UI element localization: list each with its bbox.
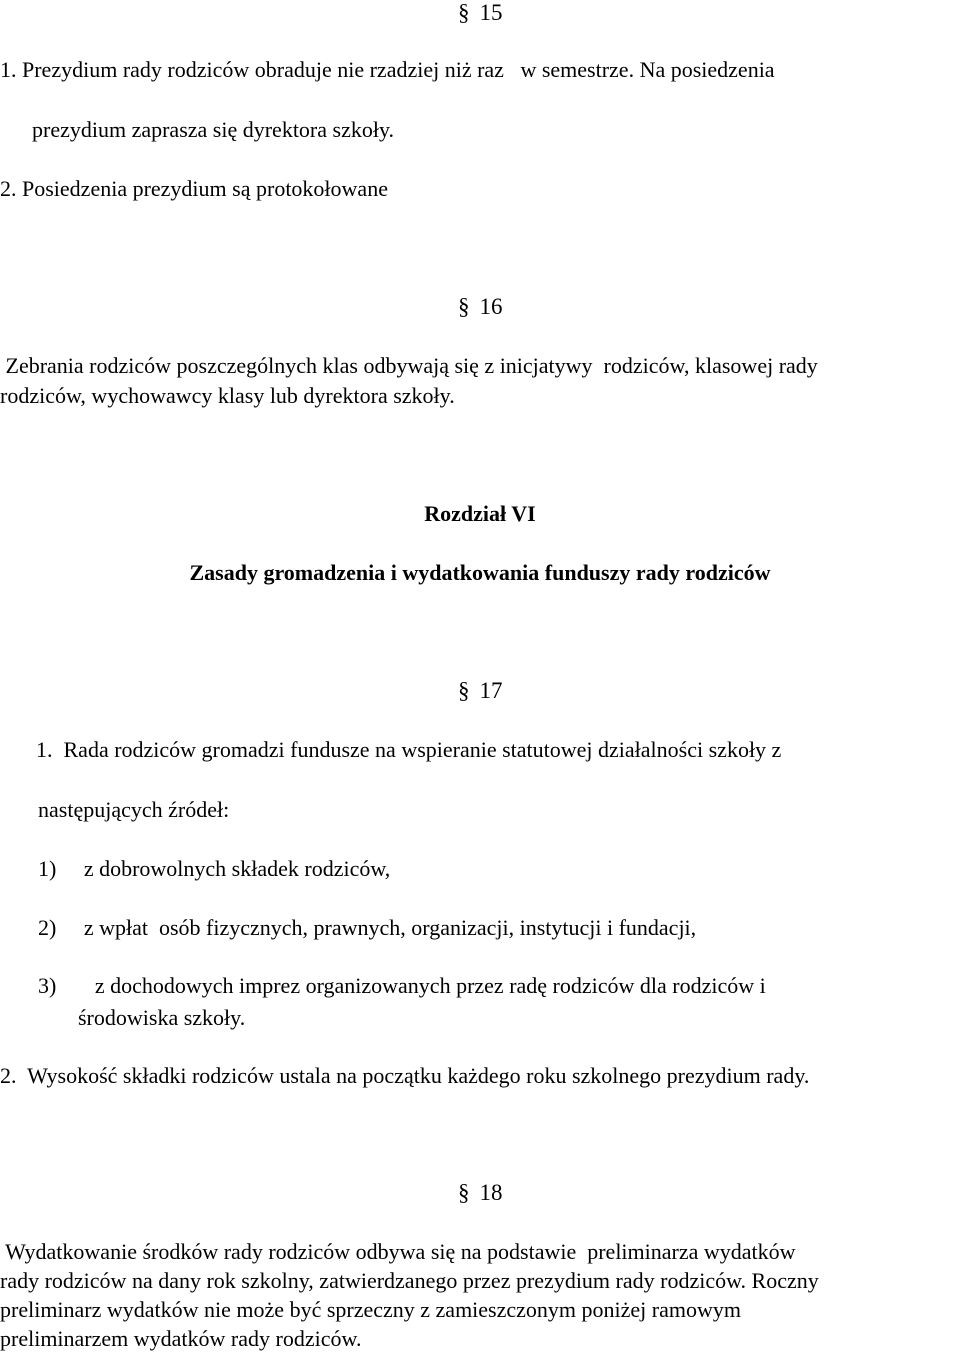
section-number: 17 bbox=[479, 678, 503, 703]
s17-subpoint-2: 2) z wpłat osób fizycznych, prawnych, organizacji, instytucji i fundacji, bbox=[38, 915, 697, 940]
section-symbol: § bbox=[458, 1180, 470, 1205]
s15-point-1-line-1: 1. Prezydium rady rodziców obraduje nie rzadziej niż raz w semestrze. Na posiedzenia bbox=[0, 57, 775, 82]
section-number: 18 bbox=[479, 1180, 503, 1205]
section-18-heading bbox=[458, 1178, 503, 1208]
s17-subpoint-1: 1) z dobrowolnych składek rodziców, bbox=[38, 856, 391, 881]
s18-text-line-4: preliminarzem wydatków rady rodziców. bbox=[0, 1326, 362, 1351]
section-number: 15 bbox=[479, 0, 503, 25]
s15-point-2: 2. Posiedzenia prezydium są protokołowane bbox=[0, 176, 388, 201]
s16-text-line-2: rodziców, wychowawcy klasy lub dyrektora szkoły. bbox=[0, 383, 455, 408]
section-symbol: § bbox=[458, 294, 470, 319]
chapter-title: Zasady gromadzenia i wydatkowania funduszy rady rodziców bbox=[189, 560, 771, 585]
section-symbol: § bbox=[458, 0, 470, 25]
section-16-heading bbox=[458, 292, 503, 322]
s17-subpoint-3-line-1: 3) z dochodowych imprez organizowanych przez radę rodziców dla rodziców i bbox=[38, 973, 766, 998]
section-symbol: § bbox=[458, 678, 470, 703]
s18-text-line-1: Wydatkowanie środków rady rodziców odbywa się na podstawie preliminarza wydatków bbox=[0, 1239, 796, 1264]
s17-point-1-line-2: następujących źródeł: bbox=[38, 797, 230, 822]
section-15-heading bbox=[458, 0, 503, 28]
section-number: 16 bbox=[479, 294, 503, 319]
s17-point-1-line-1: 1. Rada rodziców gromadzi fundusze na wspieranie statutowej działalności szkoły z bbox=[36, 737, 782, 762]
s18-text-line-2: rady rodziców na dany rok szkolny, zatwierdzanego przez prezydium rady rodziców. Roczny bbox=[0, 1268, 819, 1293]
chapter-label: Rozdział VI bbox=[424, 501, 536, 526]
s15-point-1-line-2: prezydium zaprasza się dyrektora szkoły. bbox=[32, 117, 395, 142]
s16-text-line-1: Zebrania rodziców poszczególnych klas odbywają się z inicjatywy rodziców, klasowej rady bbox=[0, 353, 818, 378]
s18-text-line-3: preliminarz wydatków nie może być sprzeczny z zamieszczonym poniżej ramowym bbox=[0, 1297, 741, 1322]
s17-subpoint-3-line-2: środowiska szkoły. bbox=[78, 1005, 246, 1030]
section-17-heading bbox=[458, 676, 503, 706]
s17-point-2: 2. Wysokość składki rodziców ustala na początku każdego roku szkolnego prezydium rady. bbox=[0, 1063, 810, 1088]
